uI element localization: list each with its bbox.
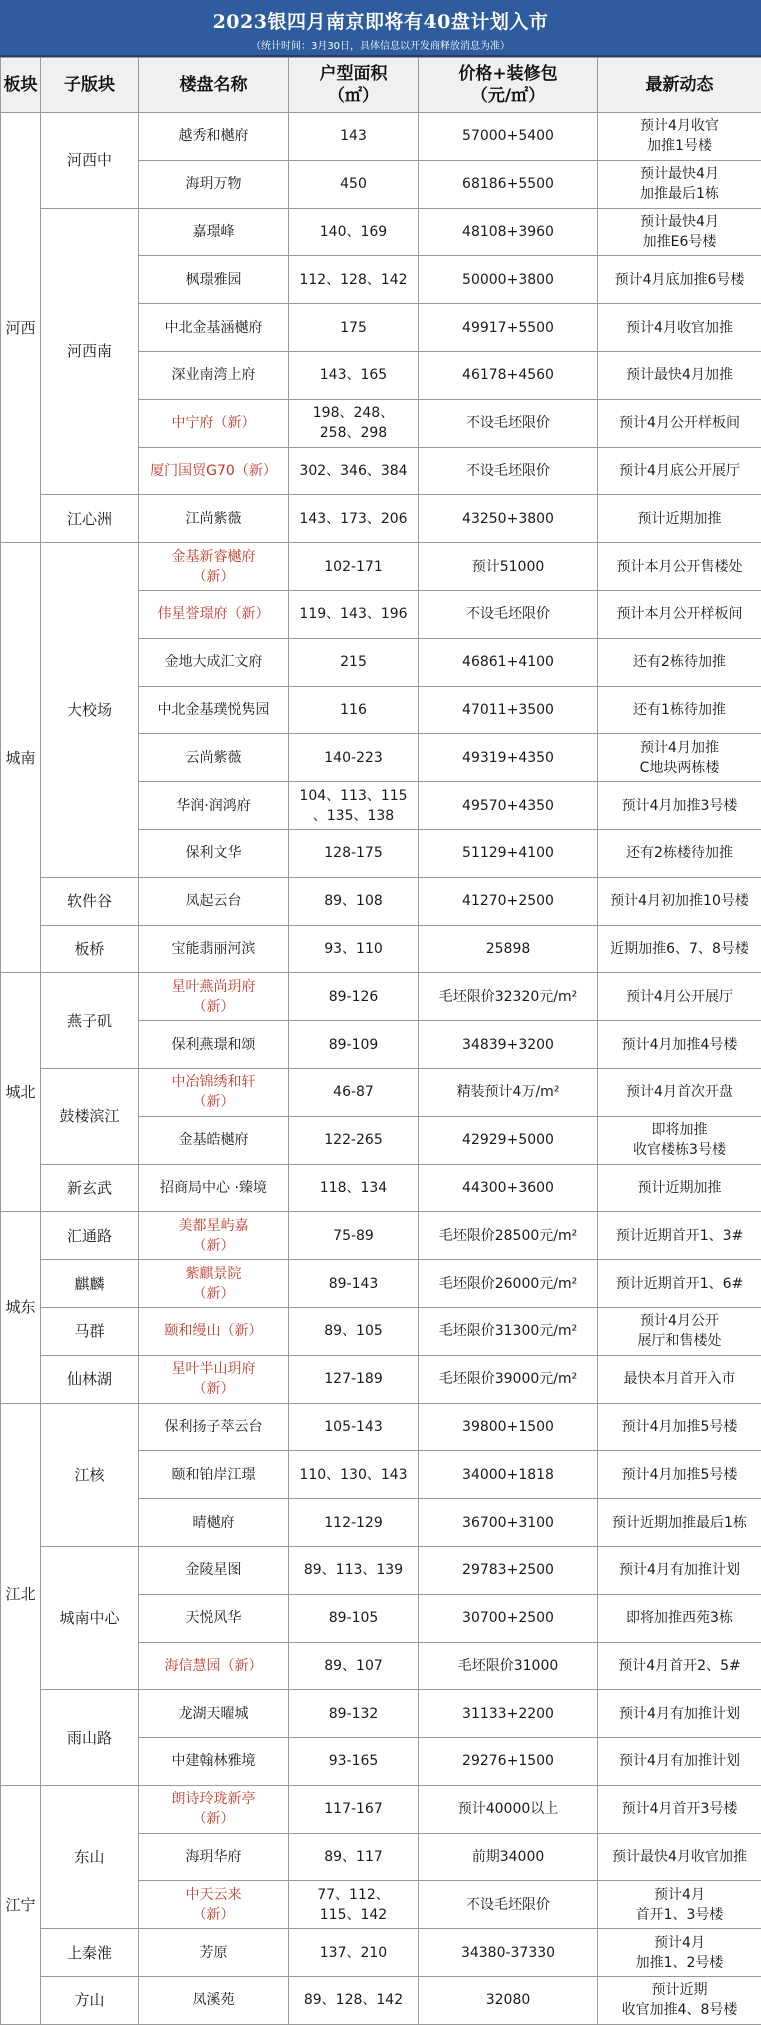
price-cell: 前期34000 [419,1833,598,1881]
area-cell: 89-126 [289,973,419,1021]
price-cell: 29276+1500 [419,1738,598,1786]
news-cell: 预计4月有加推计划 [598,1690,761,1738]
project-name-cell: 天悦风华 [139,1594,289,1642]
news-cell: 最快本月首开入市 [598,1355,761,1403]
area-cell: 215 [289,638,419,686]
subregion-cell: 江核 [41,1403,139,1546]
news-cell: 即将加推西苑3栋 [598,1594,761,1642]
news-cell: 预计最快4月加推 [598,351,761,399]
price-cell: 毛坯限价31300元/m² [419,1307,598,1355]
price-cell: 46861+4100 [419,638,598,686]
project-name-cell: 紫麒景院 （新） [139,1260,289,1308]
news-cell: 预计4月底加推6号楼 [598,256,761,304]
project-name-cell: 宝能翡丽河滨 [139,925,289,973]
area-cell: 75-89 [289,1212,419,1260]
table-row [1,1546,761,1594]
area-cell: 110、130、143 [289,1451,419,1499]
news-cell: 即将加推 收官楼栋3号楼 [598,1116,761,1164]
column-header-news: 最新动态 [598,58,761,113]
price-cell: 48108+3960 [419,208,598,256]
area-cell: 198、248、 258、298 [289,399,419,447]
subregion-cell: 仙林湖 [41,1355,139,1403]
table-row [1,113,761,161]
region-cell: 河西 [1,113,41,543]
project-name-cell: 海玥华府 [139,1833,289,1881]
news-cell: 预计4月公开样板间 [598,399,761,447]
news-cell: 预计4月收官 加推1号楼 [598,113,761,161]
column-header-area: 户型面积 （㎡） [289,58,419,113]
news-cell: 预计近期首开1、6# [598,1260,761,1308]
price-cell: 不设毛坯限价 [419,399,598,447]
table-row [1,925,761,973]
subregion-cell: 汇通路 [41,1212,139,1260]
project-name-cell: 江尚紫薇 [139,495,289,543]
table-header-row [1,58,761,113]
subregion-cell: 大校场 [41,543,139,878]
table-row [1,208,761,256]
project-name-cell: 颐和缦山（新） [139,1307,289,1355]
subregion-cell: 城南中心 [41,1546,139,1689]
project-name-cell: 晴樾府 [139,1499,289,1547]
price-cell: 预计51000 [419,543,598,591]
price-cell: 25898 [419,925,598,973]
project-name-cell: 保利燕璟和颂 [139,1021,289,1069]
price-cell: 46178+4560 [419,351,598,399]
table-row [1,1690,761,1738]
table-row [1,1212,761,1260]
price-cell: 32080 [419,1977,598,2025]
price-cell: 39800+1500 [419,1403,598,1451]
area-cell: 89-132 [289,1690,419,1738]
project-name-cell: 中宁府（新） [139,399,289,447]
project-name-cell: 厦门国贸G70（新） [139,447,289,495]
subregion-cell: 上秦淮 [41,1929,139,1977]
price-cell: 57000+5400 [419,113,598,161]
area-cell: 450 [289,160,419,208]
price-cell: 44300+3600 [419,1164,598,1212]
project-name-cell: 中冶锦绣和轩 （新） [139,1068,289,1116]
price-cell: 预计40000以上 [419,1785,598,1833]
news-cell: 预计4月首次开盘 [598,1068,761,1116]
area-cell: 89、105 [289,1307,419,1355]
area-cell: 46-87 [289,1068,419,1116]
title-banner [0,0,761,57]
area-cell: 93、110 [289,925,419,973]
news-cell: 还有2栋楼待加推 [598,829,761,877]
page-subtitle: （统计时间：3月30日，具体信息以开发商释放消息为准） [0,37,761,52]
project-name-cell: 越秀和樾府 [139,113,289,161]
area-cell: 89、128、142 [289,1977,419,2025]
area-cell: 128-175 [289,829,419,877]
area-cell: 89、107 [289,1642,419,1690]
price-cell: 49570+4350 [419,782,598,830]
project-name-cell: 保利扬子萃云台 [139,1403,289,1451]
project-name-cell: 芳原 [139,1929,289,1977]
news-cell: 预计4月首开2、5# [598,1642,761,1690]
region-cell: 江宁 [1,1785,41,2024]
project-name-cell: 龙湖天曜城 [139,1690,289,1738]
project-name-cell: 华润·润鸿府 [139,782,289,830]
project-name-cell: 深业南湾上府 [139,351,289,399]
area-cell: 89-105 [289,1594,419,1642]
area-cell: 143、173、206 [289,495,419,543]
news-cell: 预计近期加推最后1栋 [598,1499,761,1547]
housing-table [0,57,761,2025]
page-title: 2023银四月南京即将有40盘计划入市 [0,0,761,34]
table-row [1,1785,761,1833]
news-cell: 预计4月 首开1、3号楼 [598,1881,761,1929]
project-name-cell: 朗诗玲珑新亭 （新） [139,1785,289,1833]
area-cell: 105-143 [289,1403,419,1451]
project-name-cell: 金基新睿樾府 （新） [139,543,289,591]
price-cell: 毛坯限价28500元/m² [419,1212,598,1260]
column-header-subregion: 子版块 [41,58,139,113]
region-cell: 城南 [1,543,41,973]
news-cell: 预计4月加推4号楼 [598,1021,761,1069]
price-cell: 34380-37330 [419,1929,598,1977]
news-cell: 预计最快4月收官加推 [598,1833,761,1881]
price-cell: 毛坯限价32320元/m² [419,973,598,1021]
column-header-region: 板块 [1,58,41,113]
news-cell: 预计4月加推3号楼 [598,782,761,830]
price-cell: 34839+3200 [419,1021,598,1069]
price-cell: 42929+5000 [419,1116,598,1164]
project-name-cell: 枫璟雅园 [139,256,289,304]
area-cell: 89、108 [289,877,419,925]
price-cell: 31133+2200 [419,1690,598,1738]
area-cell: 89、117 [289,1833,419,1881]
subregion-cell: 软件谷 [41,877,139,925]
price-cell: 49319+4350 [419,734,598,782]
price-cell: 47011+3500 [419,686,598,734]
column-header-project: 楼盘名称 [139,58,289,113]
news-cell: 预计近期加推 [598,1164,761,1212]
project-name-cell: 海玥万物 [139,160,289,208]
table-row [1,1977,761,2025]
project-name-cell: 招商局中心 ·臻境 [139,1164,289,1212]
price-cell: 50000+3800 [419,256,598,304]
project-name-cell: 金地大成汇文府 [139,638,289,686]
news-cell: 预计本月公开样板间 [598,590,761,638]
area-cell: 93-165 [289,1738,419,1786]
news-cell: 预计4月公开 展厅和售楼处 [598,1307,761,1355]
project-name-cell: 海信慧园（新） [139,1642,289,1690]
news-cell: 预计4月 加推1、2号楼 [598,1929,761,1977]
project-name-cell: 云尚紫薇 [139,734,289,782]
project-name-cell: 凤溪苑 [139,1977,289,2025]
news-cell: 预计近期首开1、3# [598,1212,761,1260]
area-cell: 116 [289,686,419,734]
news-cell: 预计4月有加推计划 [598,1546,761,1594]
news-cell: 预计4月初加推10号楼 [598,877,761,925]
subregion-cell: 方山 [41,1977,139,2025]
project-name-cell: 金基皓樾府 [139,1116,289,1164]
news-cell: 预计4月有加推计划 [598,1738,761,1786]
area-cell: 117-167 [289,1785,419,1833]
subregion-cell: 东山 [41,1785,139,1928]
news-cell: 预计4月首开3号楼 [598,1785,761,1833]
project-name-cell: 美都星屿嘉 （新） [139,1212,289,1260]
price-cell: 49917+5500 [419,304,598,352]
region-cell: 江北 [1,1403,41,1785]
price-cell: 43250+3800 [419,495,598,543]
price-cell: 29783+2500 [419,1546,598,1594]
news-cell: 预计4月加推5号楼 [598,1451,761,1499]
news-cell: 预计最快4月 加推E6号楼 [598,208,761,256]
subregion-cell: 新玄武 [41,1164,139,1212]
region-cell: 城东 [1,1212,41,1403]
area-cell: 77、112、 115、142 [289,1881,419,1929]
news-cell: 预计本月公开售楼处 [598,543,761,591]
news-cell: 预计近期 收官加推4、8号楼 [598,1977,761,2025]
project-name-cell: 中北金基涵樾府 [139,304,289,352]
project-name-cell: 金陵星图 [139,1546,289,1594]
area-cell: 112-129 [289,1499,419,1547]
price-cell: 毛坯限价39000元/m² [419,1355,598,1403]
area-cell: 119、143、196 [289,590,419,638]
subregion-cell: 河西南 [41,208,139,495]
table-row [1,495,761,543]
project-name-cell: 中北金基璞悦隽园 [139,686,289,734]
news-cell: 预计4月加推5号楼 [598,1403,761,1451]
area-cell: 140-223 [289,734,419,782]
news-cell: 预计4月加推 C地块两栋楼 [598,734,761,782]
area-cell: 89-143 [289,1260,419,1308]
price-cell: 精装预计4万/m² [419,1068,598,1116]
area-cell: 143、165 [289,351,419,399]
table-row [1,1929,761,1977]
table-row [1,1164,761,1212]
subregion-cell: 麒麟 [41,1260,139,1308]
project-name-cell: 星叶半山玥府 （新） [139,1355,289,1403]
subregion-cell: 江心洲 [41,495,139,543]
project-name-cell: 凤起云台 [139,877,289,925]
price-cell: 不设毛坯限价 [419,590,598,638]
news-cell: 还有1栋待加推 [598,686,761,734]
project-name-cell: 颐和铂岸江璟 [139,1451,289,1499]
price-cell: 34000+1818 [419,1451,598,1499]
subregion-cell: 鼓楼滨江 [41,1068,139,1164]
table-row [1,1403,761,1451]
news-cell: 预计4月底公开展厅 [598,447,761,495]
price-cell: 毛坯限价31000 [419,1642,598,1690]
column-header-price: 价格+装修包 （元/㎡） [419,58,598,113]
table-row [1,973,761,1021]
price-cell: 68186+5500 [419,160,598,208]
price-cell: 不设毛坯限价 [419,447,598,495]
area-cell: 137、210 [289,1929,419,1977]
subregion-cell: 河西中 [41,113,139,209]
news-cell: 预计4月公开展厅 [598,973,761,1021]
price-cell: 毛坯限价26000元/m² [419,1260,598,1308]
area-cell: 140、169 [289,208,419,256]
news-cell: 还有2栋待加推 [598,638,761,686]
project-name-cell: 星叶燕尚玥府 （新） [139,973,289,1021]
area-cell: 104、113、115 、135、138 [289,782,419,830]
area-cell: 127-189 [289,1355,419,1403]
project-name-cell: 中建翰林雅境 [139,1738,289,1786]
project-name-cell: 伟星誉璟府（新） [139,590,289,638]
area-cell: 102-171 [289,543,419,591]
price-cell: 36700+3100 [419,1499,598,1547]
table-row [1,543,761,591]
area-cell: 122-265 [289,1116,419,1164]
subregion-cell: 板桥 [41,925,139,973]
table-row [1,877,761,925]
subregion-cell: 燕子矶 [41,973,139,1069]
area-cell: 143 [289,113,419,161]
area-cell: 175 [289,304,419,352]
area-cell: 302、346、384 [289,447,419,495]
news-cell: 预计近期加推 [598,495,761,543]
price-cell: 不设毛坯限价 [419,1881,598,1929]
subregion-cell: 雨山路 [41,1690,139,1786]
project-name-cell: 保利文华 [139,829,289,877]
price-cell: 51129+4100 [419,829,598,877]
price-cell: 41270+2500 [419,877,598,925]
table-row [1,1068,761,1116]
price-cell: 30700+2500 [419,1594,598,1642]
table-row [1,1355,761,1403]
area-cell: 112、128、142 [289,256,419,304]
table-row [1,1260,761,1308]
subregion-cell: 马群 [41,1307,139,1355]
project-name-cell: 中天云来 （新） [139,1881,289,1929]
region-cell: 城北 [1,973,41,1212]
area-cell: 89-109 [289,1021,419,1069]
area-cell: 89、113、139 [289,1546,419,1594]
news-cell: 近期加推6、7、8号楼 [598,925,761,973]
news-cell: 预计4月收官加推 [598,304,761,352]
news-cell: 预计最快4月 加推最后1栋 [598,160,761,208]
project-name-cell: 嘉璟峰 [139,208,289,256]
area-cell: 118、134 [289,1164,419,1212]
table-row [1,1307,761,1355]
table-body [1,113,761,2025]
